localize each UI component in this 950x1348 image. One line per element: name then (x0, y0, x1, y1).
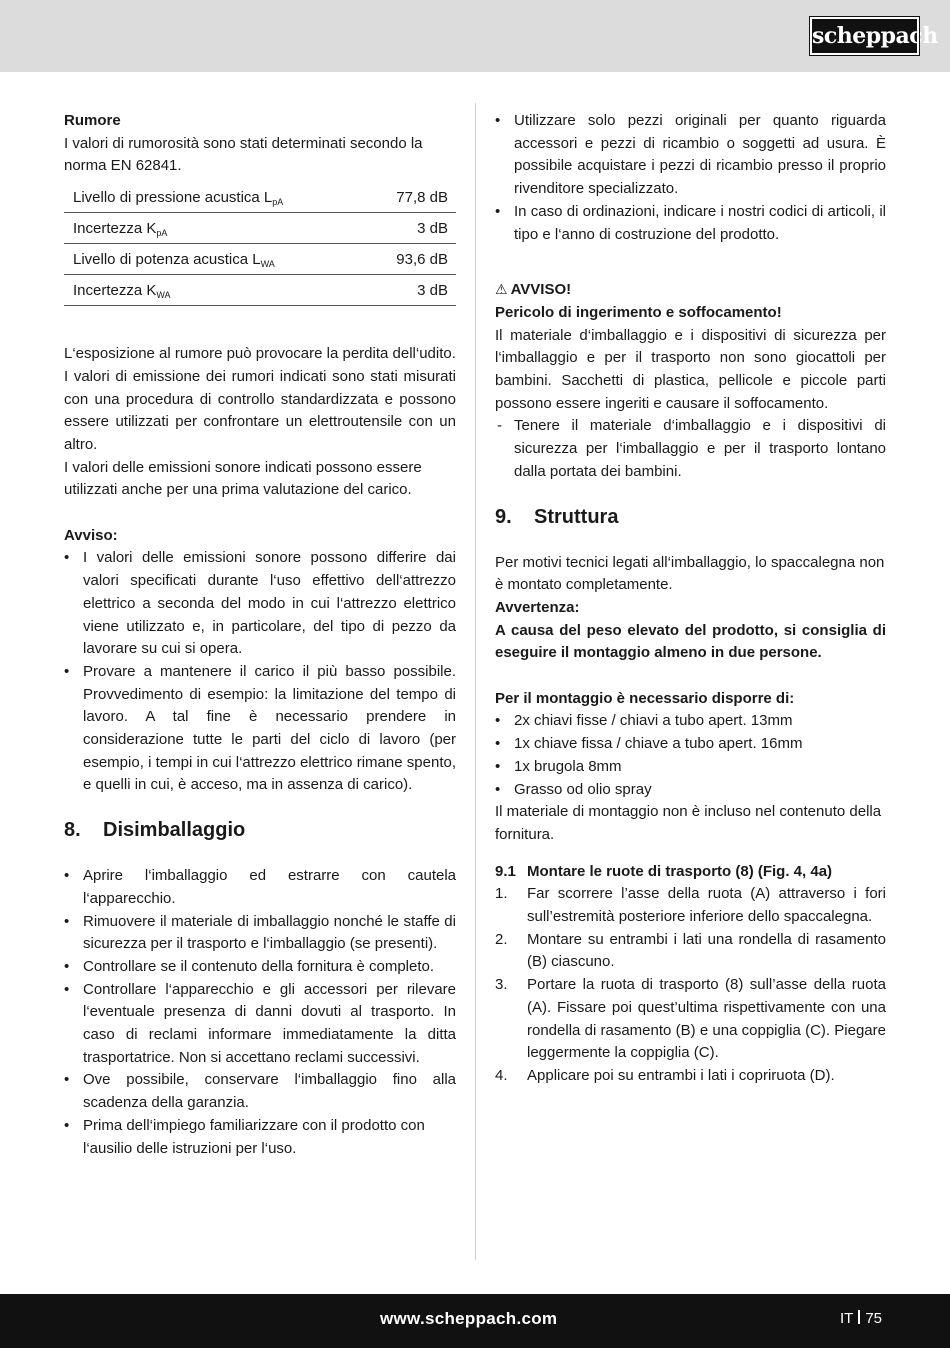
list-item: • Controllare l‘apparecchio e gli accessori per rilevare l‘eventuale presenza di danni dovuti al trasporto. In caso di reclami informare immediatamente la ditta trasportatrice. Non si accettano reclami successivi. (64, 979, 456, 1070)
tools-title: Per il montaggio è necessario disporre di: (495, 689, 795, 707)
warning-subtitle: Pericolo di ingerimento e soffocamento! (495, 303, 782, 321)
list-item: • Controllare se il contenuto della fornitura è completo. (64, 956, 456, 979)
list-item: 4. Applicare poi su entrambi i lati i copriruota (D). (495, 1067, 835, 1084)
rumore-paragraph: I valori delle emissioni sonore indicati possono essere utilizzati anche per una prima valutazione del carico. (64, 458, 422, 499)
list-item: • 1x brugola 8mm (495, 756, 886, 779)
noise-table (64, 182, 456, 306)
warning-triangle-icon: ⚠ (495, 281, 508, 298)
noise-row (64, 213, 456, 244)
list-item: • 2x chiavi fisse / chiavi a tubo apert. 13mm (495, 710, 886, 733)
noise-value: 77,8 dB (365, 182, 456, 213)
subsection-heading: 9.1 Montare le ruote di trasporto (8) (Fig. 4, 4a) (495, 862, 833, 880)
list-item: • Aprire l‘imballaggio ed estrarre con cautela l‘apparecchio. (64, 865, 456, 910)
rumore-title: Rumore (64, 112, 121, 129)
warning-text: Il materiale d‘imballaggio e i dispositivi di sicurezza per l‘imballaggio e per il trasporto non sono giocattoli per bambini. Sacchetti di plastica, pellicole e piccole parti possono essere ingeriti e causare il soffocamento. (495, 326, 886, 412)
section-heading: 8. Disimballaggio (64, 819, 246, 842)
avviso-title: Avviso: (64, 526, 118, 544)
footer-url[interactable]: www.scheppach.com (380, 1309, 558, 1328)
noise-row (64, 182, 456, 213)
noise-row (64, 244, 456, 275)
noise-value: 93,6 dB (365, 244, 456, 275)
list-item: • Ove possibile, conservare l‘imballaggio fino alla scadenza della garanzia. (64, 1069, 456, 1114)
noise-value: 3 dB (365, 213, 456, 244)
list-item: • I valori delle emissioni sonore possono differire dai valori specificati durante l‘uso effettivo dell‘attrezzo elettrico a seconda del modo in cui l‘attrezzo elettrico viene utilizzato e, in particolare, del tipo di pezzo da lavorare su cui si opera. (64, 547, 456, 661)
right-column (495, 110, 886, 1088)
page-indicator: IT 75 (840, 1310, 883, 1327)
list-item: • Grasso od olio spray (495, 779, 886, 802)
assembly-steps (495, 883, 886, 1087)
tools-list (495, 710, 886, 801)
list-item: 1. Far scorrere l’asse della ruota (A) attraverso i fori sull’estremità posteriore inferiore dello spaccalegna. (495, 885, 886, 926)
noise-label: Livello di pressione acustica $L_{pA}$ (64, 182, 365, 213)
noise-value: 3 dB (365, 275, 456, 306)
list-item: • Prima dell‘impiego familiarizzare con il prodotto con l‘ausilio delle istruzioni per l‘uso. (64, 1115, 456, 1160)
noise-label: Incertezza $K_{pA}$ (64, 213, 365, 244)
list-item: • Rimuovere il materiale di imballaggio nonché le staffe di sicurezza per il trasporto e l‘imballaggio (se presenti). (64, 911, 456, 956)
warning-title: ⚠ AVVISO! (495, 281, 572, 299)
noise-label: Incertezza $K_{WA}$ (64, 275, 365, 306)
list-item: • Provare a mantenere il carico il più basso possibile. Provvedimento di esempio: la limitazione del tempo di lavoro. A tal fine è necessario prendere in considerazione tutte le parti del ciclo di lavoro (per esempio, i tempi in cui l‘attrezzo elettrico rimane spento, e quelli in cui, è acceso, ma in assenza di carico). (64, 661, 456, 797)
list-item: - Tenere il materiale d‘imballaggio e i dispositivi di sicurezza per l‘imballaggio e per il trasporto lontano dalla portata dei bambini. (495, 415, 886, 483)
noise-label: Livello di potenza acustica $L_{WA}$ (64, 244, 365, 275)
list-item: • Utilizzare solo pezzi originali per quanto riguarda accessori e pezzi di ricambio o soggetti ad usura. È possibile acquistare i pezzi di ricambio presso il proprio rivenditore specializzato. (495, 110, 886, 201)
header-band (0, 0, 950, 72)
tools-note: Il materiale di montaggio non è incluso nel contenuto della fornitura. (495, 803, 882, 843)
footer (0, 1294, 950, 1348)
rumore-paragraph: L‘esposizione al rumore può provocare la perdita dell‘udito. (64, 345, 456, 363)
avvertenza-text: A causa del peso elevato del prodotto, si consiglia di eseguire il montaggio almeno in due persone. (495, 621, 886, 662)
rumore-intro: I valori di rumorosità sono stati determinati secondo la norma EN 62841. (64, 134, 423, 175)
avvertenza-title: Avvertenza: (495, 598, 580, 616)
column-divider (475, 103, 476, 1260)
list-item: • 1x chiave fissa / chiave a tubo apert. 16mm (495, 733, 886, 756)
noise-row (64, 275, 456, 306)
list-item: 3. Portare la ruota di trasporto (8) sull’asse della ruota (A). Fissare poi quest’ultima rispettivamente con una rondella di rasamento (B) e una coppiglia (C). Piegare leggermente la coppiglia (C). (495, 976, 886, 1062)
rumore-paragraph: I valori di emissione dei rumori indicati sono stati misurati con una procedura di controllo standardizzata e possono essere utilizzati per confrontare un elettroutensile con un altro. (64, 367, 456, 453)
section-heading: 9. Struttura (495, 505, 619, 528)
left-column (64, 110, 456, 1160)
list-item: • In caso di ordinazioni, indicare i nostri codici di articoli, il tipo e l‘anno di costruzione del prodotto. (495, 201, 886, 246)
warning-dash-list (495, 415, 886, 483)
brand-logo: scheppach (810, 17, 919, 55)
struttura-paragraph: Per motivi tecnici legati all‘imballaggio, lo spaccalegna non è montato completamente. (495, 553, 885, 594)
unpacking-list (64, 865, 456, 1160)
list-item: 2. Montare su entrambi i lati una rondella di rasamento (B) ciascuno. (495, 930, 886, 971)
avviso-list (64, 547, 456, 797)
parts-list (495, 110, 886, 246)
